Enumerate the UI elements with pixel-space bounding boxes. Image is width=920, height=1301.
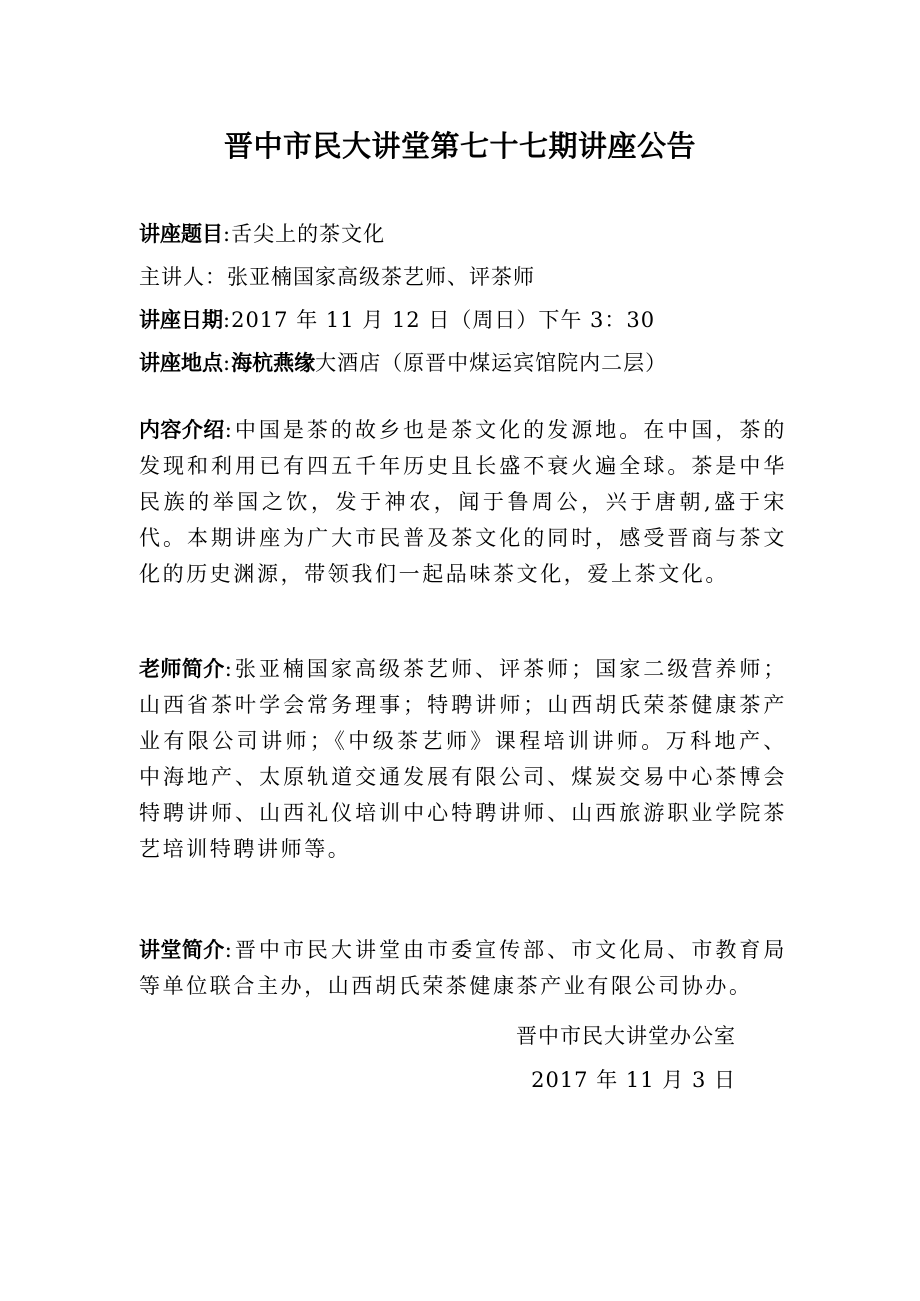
- signature-date: 2017 年 11 月 3 日: [531, 1068, 736, 1092]
- content-separator: :: [224, 418, 235, 442]
- venue-label: 讲座地点: [139, 351, 223, 375]
- speaker-line: [139, 256, 799, 298]
- date-line: [139, 299, 799, 341]
- teacher-label: 老师简介: [139, 657, 225, 681]
- hall-separator: :: [224, 938, 235, 962]
- signature-org: 晋中市民大讲堂办公室: [516, 1024, 736, 1048]
- venue-line: [139, 342, 799, 384]
- teacher-text: 张亚楠国家高级茶艺师、评茶师；国家二级营养师；山西省茶叶学会常务理事；特聘讲师；山西胡氏荣茶健康茶产业有限公司讲师；《中级茶艺师》课程培训讲师。万科地产、中海地产、太原轨道交通发展有限公司、煤炭交易中心茶博会特聘讲师、山西礼仪培训中心特聘讲师、山西旅游职业学院茶艺培训特聘讲师等。: [139, 657, 788, 861]
- topic-line: [139, 213, 799, 255]
- topic-separator: :: [223, 222, 232, 246]
- venue-name-bold: 海杭燕缘: [231, 351, 316, 375]
- speaker-label: 主讲人: [139, 265, 205, 289]
- content-section: [139, 412, 787, 592]
- content-label: 内容介绍: [139, 418, 225, 442]
- speaker-separator: ：: [205, 265, 227, 289]
- topic-value: 舌尖上的茶文化: [231, 222, 386, 246]
- topic-label: 讲座题目: [139, 222, 223, 246]
- page-title: 晋中市民大讲堂第七十七期讲座公告: [223, 129, 696, 163]
- date-separator: :: [223, 308, 232, 332]
- speaker-value: 张亚楠国家高级茶艺师、评茶师: [227, 265, 535, 289]
- venue-value: 大酒店（原晋中煤运宾馆院内二层）: [315, 351, 668, 375]
- teacher-section: [139, 651, 787, 867]
- hall-section: [139, 932, 787, 1004]
- hall-label: 讲堂简介: [139, 938, 225, 962]
- teacher-separator: :: [224, 657, 235, 681]
- content-text: 中国是茶的故乡也是茶文化的发源地。在中国，茶的发现和利用已有四五千年历史且长盛不衰火遍全球。茶是中华民族的举国之饮，发于神农，闻于鲁周公，兴于唐朝,盛于宋代。本期讲座为广大市民普及茶文化的同时，感受晋商与茶文化的历史渊源，带领我们一起品味茶文化，爱上茶文化。: [139, 418, 788, 586]
- date-label: 讲座日期: [139, 308, 223, 332]
- venue-separator: :: [223, 351, 232, 375]
- date-value: 2017 年 11 月 12 日（周日）下午 3：30: [231, 308, 656, 332]
- hall-text: 晋中市民大讲堂由市委宣传部、市文化局、市教育局等单位联合主办，山西胡氏荣茶健康茶产业有限公司协办。: [139, 938, 788, 998]
